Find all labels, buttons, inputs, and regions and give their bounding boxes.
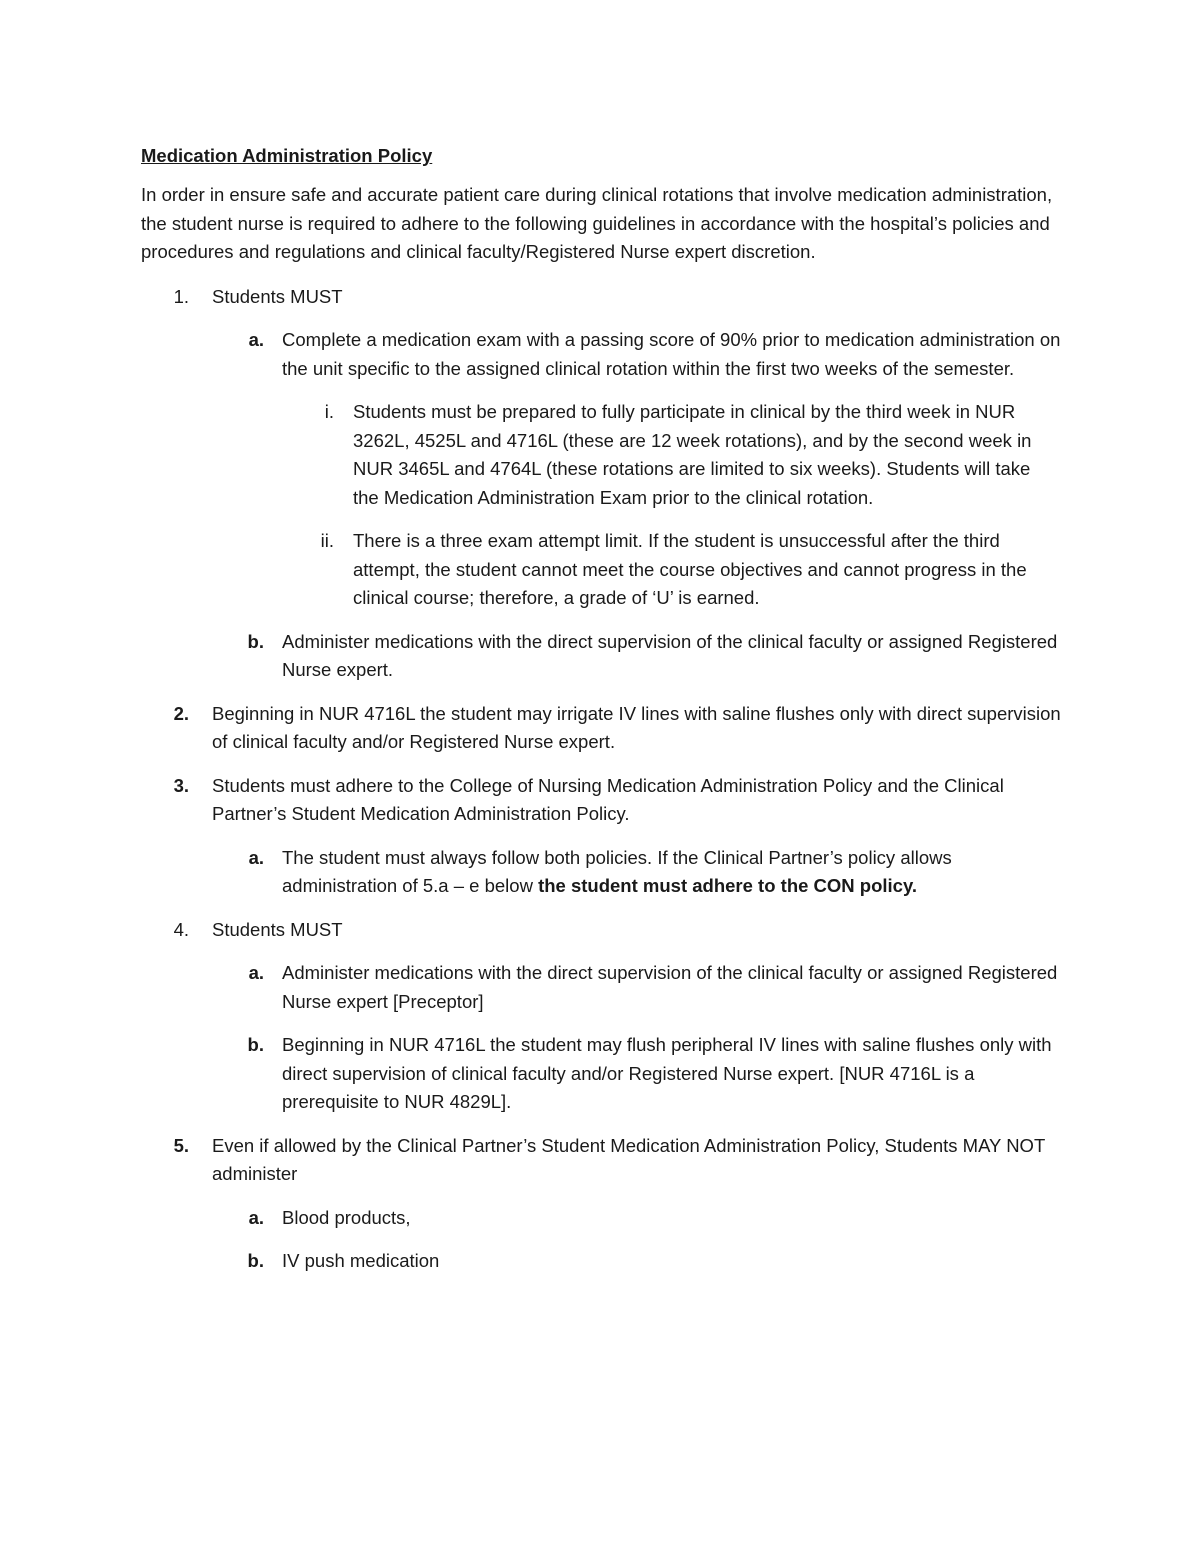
list-marker: b. bbox=[247, 1250, 264, 1271]
list-item-text: Students MUST bbox=[212, 918, 343, 940]
list-item-text: Administer medications with the direct supervision of the clinical faculty or assigned Registered Nurse expert [Preceptor] bbox=[282, 962, 1058, 1012]
list-item-text: Complete a medication exam with a passing score of 90% prior to medication administration on the unit specific to the assigned clinical rotation within the first two weeks of the semester. bbox=[282, 329, 1061, 379]
list-marker: a. bbox=[248, 846, 264, 868]
list-item-1 bbox=[141, 283, 1061, 312]
list-item-5a bbox=[141, 1204, 1061, 1233]
list-item-text: Beginning in NUR 4716L the student may flush peripheral IV lines with saline flushes only with direct supervision of clinical faculty and/or Registered Nurse expert. [NUR 4716L is a prerequisite to NUR 4829L]. bbox=[282, 1034, 1052, 1112]
list-item-4b bbox=[141, 1031, 1061, 1117]
list-marker: ii. bbox=[320, 530, 334, 551]
list-marker: b. bbox=[247, 630, 264, 652]
list-marker: a. bbox=[248, 329, 264, 350]
list-item-4 bbox=[141, 916, 1061, 945]
list-item-4a bbox=[141, 959, 1061, 1016]
list-marker: i. bbox=[324, 401, 334, 422]
document-title: Medication Administration Policy bbox=[141, 145, 433, 166]
list-marker: 5. bbox=[173, 1134, 189, 1156]
list-item-bold-text: the student must adhere to the CON policy. bbox=[538, 875, 918, 896]
list-item-1a bbox=[141, 326, 1061, 383]
list-item-text: Even if allowed by the Clinical Partner’s Student Medication Administration Policy, Students MAY NOT administer bbox=[212, 1134, 1045, 1184]
list-marker: 3. bbox=[173, 774, 189, 796]
list-item-5b bbox=[141, 1247, 1061, 1276]
list-item-text: Students MUST bbox=[212, 285, 343, 307]
list-item-1a-ii bbox=[141, 527, 1061, 613]
list-item-text: Beginning in NUR 4716L the student may irrigate IV lines with saline flushes only with direct supervision of clinical faculty and/or Registered Nurse expert. bbox=[212, 702, 1061, 752]
list-item-1b bbox=[141, 628, 1061, 685]
list-marker: a. bbox=[248, 1206, 264, 1228]
list-item-text: IV push medication bbox=[282, 1250, 440, 1271]
list-marker: b. bbox=[247, 1034, 264, 1055]
document-body bbox=[141, 143, 1061, 1291]
list-marker: 2. bbox=[173, 702, 189, 724]
list-item-text: There is a three exam attempt limit. If the student is unsuccessful after the third attempt, the student cannot meet the course objectives and cannot progress in the clinical course; therefore, a grade of ‘U’ is earned. bbox=[353, 530, 1027, 608]
list-marker: a. bbox=[248, 962, 264, 983]
list-marker: 4. bbox=[173, 918, 189, 940]
list-item-3 bbox=[141, 772, 1061, 829]
intro-paragraph: In order in ensure safe and accurate patient care during clinical rotations that involve medication administration, the student nurse is required to adhere to the following guidelines in accordance with the hospital’s policies and procedures and regulations and clinical faculty/Registered Nurse expert discretion. bbox=[141, 184, 1053, 262]
list-item-text: The student must always follow both policies. If the Clinical Partner’s policy allows administration of 5.a – e below bbox=[282, 846, 952, 896]
list-item-5 bbox=[141, 1132, 1061, 1189]
list-marker: 1. bbox=[173, 285, 189, 307]
list-item-text: Students must be prepared to fully participate in clinical by the third week in NUR 3262L, 4525L and 4716L (these are 12 week rotations), and by the second week in NUR 3465L and 4764L (these rotations are limited to six weeks). Students will take the Medication Administration Exam prior to the clinical rotation. bbox=[353, 401, 1032, 508]
list-item-text: Blood products, bbox=[282, 1206, 411, 1228]
list-item-1a-i bbox=[141, 398, 1061, 512]
list-item-text: Students must adhere to the College of Nursing Medication Administration Policy and the Clinical Partner’s Student Medication Administration Policy. bbox=[212, 774, 1004, 824]
list-item-2 bbox=[141, 700, 1061, 757]
list-item-3a bbox=[141, 844, 1061, 901]
list-item-text: Administer medications with the direct supervision of the clinical faculty or assigned Registered Nurse expert. bbox=[282, 630, 1058, 680]
